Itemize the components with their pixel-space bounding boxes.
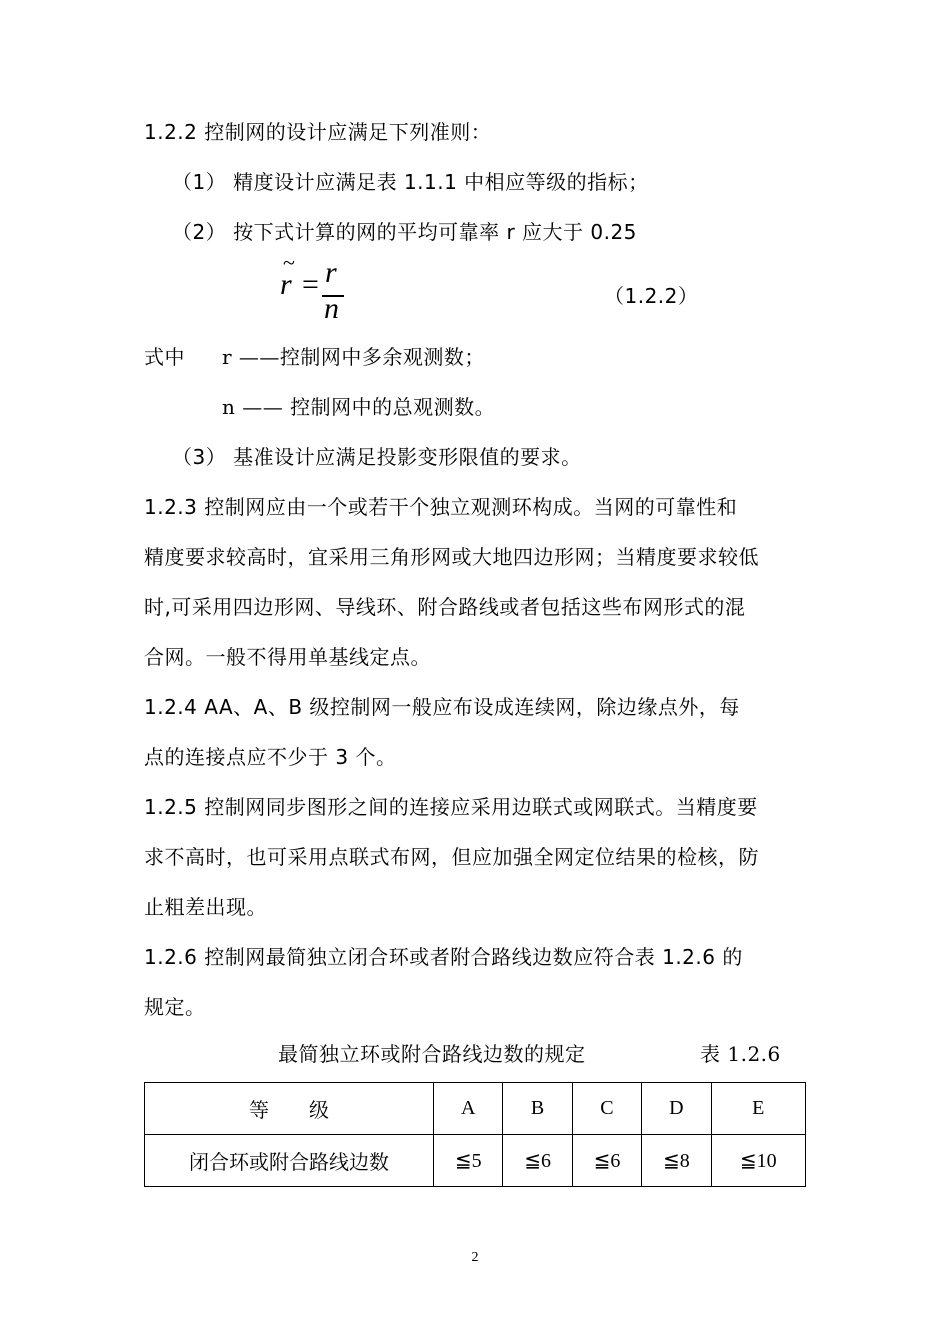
clause-1-2-3-line2: 精度要求较高时，宜采用三角形网或大地四边形网；当精度要求较低 (144, 545, 759, 569)
clause-1-2-3-line4: 合网。一般不得用单基线定点。 (144, 645, 431, 669)
header-grade: 等 级 (145, 1083, 434, 1135)
formula-numerator: r (325, 256, 337, 289)
formula-equals: = (302, 268, 319, 301)
value-c: ≦6 (572, 1135, 641, 1187)
formula-lhs: r (280, 268, 292, 301)
table-caption: 最简独立环或附合路线边数的规定 (278, 1042, 586, 1066)
header-a: A (434, 1083, 503, 1135)
row-label: 闭合环或附合路线边数 (145, 1135, 434, 1187)
formula-denominator: n (324, 292, 339, 325)
table-number: 表 1.2.6 (700, 1042, 781, 1066)
edge-count-table (144, 1082, 806, 1187)
clause-1-2-5-line3: 止粗差出现。 (144, 895, 267, 919)
clause-1-2-3-line1: 1.2.3 控制网应由一个或若干个独立观测环构成。当网的可靠性和 (144, 495, 738, 519)
table-row (145, 1135, 806, 1187)
definition-n: n —— 控制网中的总观测数。 (222, 395, 496, 419)
value-e: ≦10 (711, 1135, 805, 1187)
clause-1-2-4-line1: 1.2.4 AA、A、B 级控制网一般应布设成连续网，除边缘点外，每 (144, 695, 740, 719)
page-number: 2 (471, 1250, 479, 1265)
clause-1-2-2-heading: 1.2.2 控制网的设计应满足下列准则： (144, 120, 492, 144)
value-b: ≦6 (503, 1135, 572, 1187)
clause-1-2-5-line2: 求不高时，也可采用点联式布网，但应加强全网定位结果的检核，防 (144, 845, 759, 869)
equation-label: （1.2.2） (604, 284, 699, 308)
header-b: B (503, 1083, 572, 1135)
where-label: 式中 (144, 345, 185, 369)
clause-1-2-6-line1: 1.2.6 控制网最简独立闭合环或者附合路线边数应符合表 1.2.6 的 (144, 945, 743, 969)
value-d: ≦8 (642, 1135, 711, 1187)
clause-1-2-6-line2: 规定。 (144, 995, 206, 1019)
definition-r: r ——控制网中多余观测数； (222, 345, 485, 369)
header-c: C (572, 1083, 641, 1135)
table-header-row (145, 1083, 806, 1135)
header-e: E (711, 1083, 805, 1135)
clause-1-2-3-line3: 时,可采用四边形网、导线环、附合路线或者包括这些布网形式的混 (144, 595, 746, 619)
value-a: ≦5 (434, 1135, 503, 1187)
header-d: D (642, 1083, 711, 1135)
criterion-3: （3） 基准设计应满足投影变形限值的要求。 (172, 445, 582, 469)
criterion-2: （2） 按下式计算的网的平均可靠率 r 应大于 0.25 (172, 220, 637, 244)
formula-tilde: ~ (283, 250, 295, 275)
clause-1-2-5-line1: 1.2.5 控制网同步图形之间的连接应采用边联式或网联式。当精度要 (144, 795, 758, 819)
criterion-1: （1） 精度设计应满足表 1.1.1 中相应等级的指标； (172, 170, 649, 194)
clause-1-2-4-line2: 点的连接点应不少于 3 个。 (144, 745, 397, 769)
